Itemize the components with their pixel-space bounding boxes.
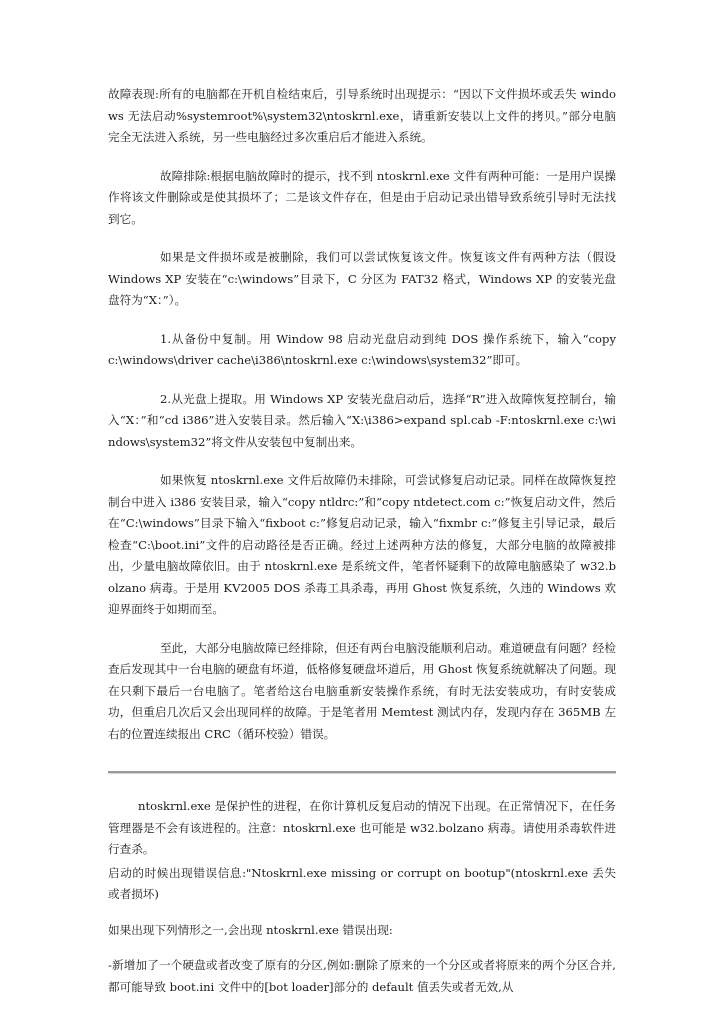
- error-info-paragraph: 启动的时候出现错误信息:"Ntoskrnl.exe missing or corrupt on bootup"(ntoskrnl.exe 丢失或者损坏): [108, 865, 616, 901]
- boot-record-repair-paragraph: 如果恢复 ntoskrnl.exe 文件后故障仍未排除，可尝试修复启动记录。同样在故障恢复控制台中进入 i386 安装目录，输入“copy ntldrc:”和“copy ntdetect.com c:”恢复启动文件，然后在“C:\windows”目录下输入“fixboot c:”修复启动记录，输入“fixmbr c:”修复主引导记录，最后检查“C:\boot.ini”文件的启动路径是否正确。经过上述两种方法的修复，大部分电脑的故障被排出，少量电脑故障依旧。由于 ntoskrnl.exe 是系统文件，笔者怀疑剩下的故障电脑感染了 w32.bolzano 病毒。于是用 KV2005 DOS 杀毒工具杀毒，再用 Ghost 恢复系统，久违的 Windows 欢迎界面终于如期而至。: [108, 473, 616, 616]
- section-divider: [108, 771, 616, 774]
- document-page: [108, 84, 616, 998]
- method-cd-paragraph: 2.从光盘上提取。用 Windows XP 安装光盘启动后，选择“R”进入故障恢复控制台，输入“X：”和“cd i386”进入安装目录。然后输入“X:\i386>expand spl.cab -F:ntoskrnl.exe c:\windows\system32”将文件从安装包中复制出来。: [108, 391, 616, 449]
- condition-item: -新增加了一个硬盘或者改变了原有的分区,例如:删除了原来的一个分区或者将原来的两个分区合并,都可能导致 boot.ini 文件中的[bot loader]部分的 default 值丢失或者无效,从: [108, 958, 616, 994]
- symptom-paragraph: 故障表现:所有的电脑都在开机自检结束后，引导系统时出现提示：“因以下文件损坏或丢失 windows 无法启动%systemroot%\system32\ntoskrnl.exe，请重新安装以上文件的拷贝。”部分电脑完全无法进入系统，另一些电脑经过多次重启后才能进入系统。: [108, 87, 616, 144]
- method-backup-paragraph: 1.从备份中复制。用 Window 98 启动光盘启动到纯 DOS 操作系统下，输入“copy c:\windows\driver cache\i386\ntoskrnl.exe c:\windows\system32”即可。: [108, 331, 616, 367]
- ntoskrnl-intro-paragraph: ntoskrnl.exe 是保护性的进程，在你计算机反复启动的情况下出现。在正常情况下，在任务管理器是不会有该进程的。注意：ntoskrnl.exe 也可能是 w32.bolzano 病毒。请使用杀毒软件进行查杀。: [108, 799, 616, 856]
- remaining-faults-paragraph: 至此，大部分电脑故障已经排除，但还有两台电脑没能顺利启动。难道硬盘有问题？经检查后发现其中一台电脑的硬盘有坏道，低格修复硬盘坏道后，用 Ghost 恢复系统就解决了问题。现在只剩下最后一台电脑了。笔者给这台电脑重新安装操作系统，有时无法安装成功，有时安装成功，但重启几次后又会出现同样的故障。于是笔者用 Memtest 测试内存，发现内存在 365MB 左右的位置连续报出 CRC（循环校验）错误。: [108, 640, 616, 741]
- condition-heading: 如果出现下列情形之一,会出现 ntoskrnl.exe 错误出现:: [108, 922, 393, 937]
- diagnosis-paragraph: 故障排除:根据电脑故障时的提示，找不到 ntoskrnl.exe 文件有两种可能：一是用户误操作将该文件删除或是使其损坏了；二是该文件存在，但是由于启动记录出错导致系统引导时无法找到它。: [108, 168, 616, 226]
- restore-methods-paragraph: 如果是文件损坏或是被删除，我们可以尝试恢复该文件。恢复该文件有两种方法（假设 Windows XP 安装在“c:\windows”目录下，C 分区为 FAT32 格式，Windows XP 的安装光盘盘符为“X：”）。: [108, 250, 616, 307]
